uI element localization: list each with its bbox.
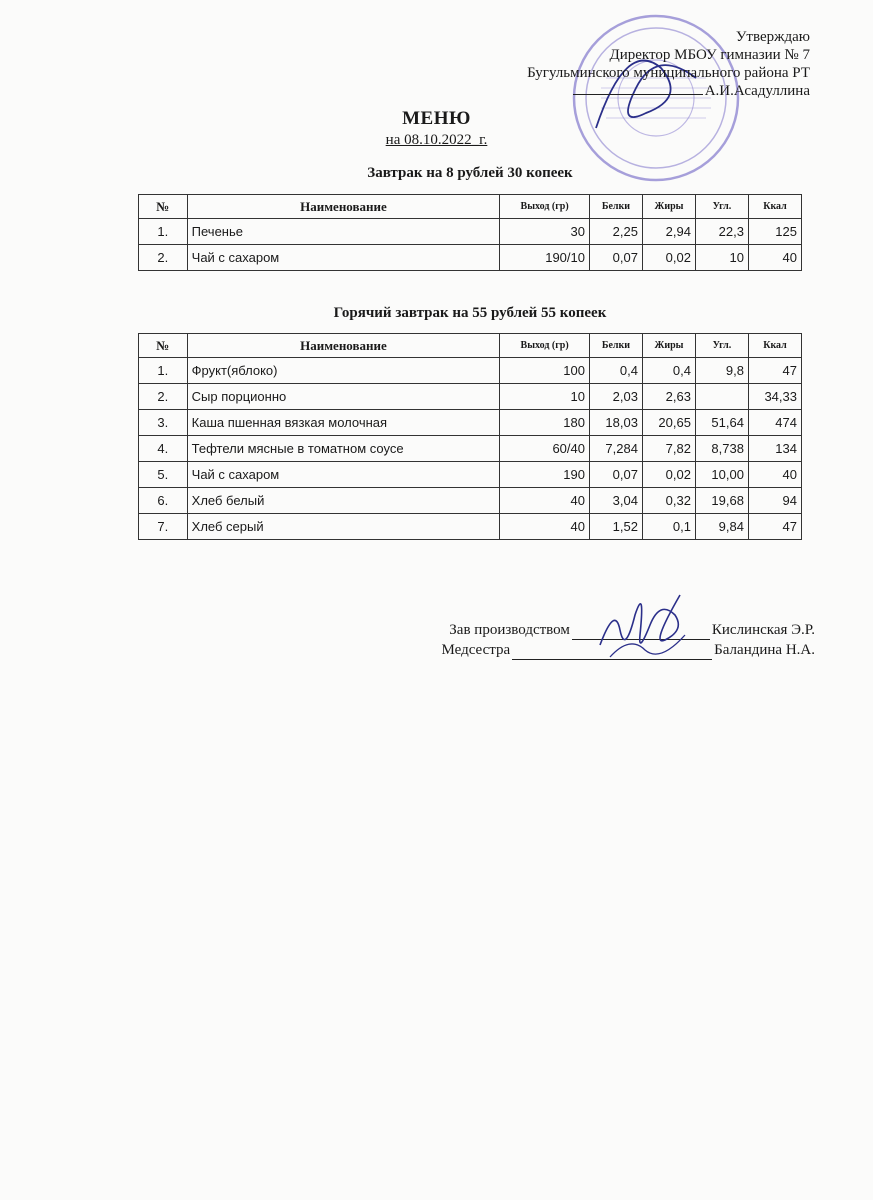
row-kcal: 40 <box>748 462 801 488</box>
approval-heading: Утверждаю <box>735 29 810 45</box>
row-name: Фрукт(яблоко) <box>187 358 500 384</box>
row-output: 180 <box>500 410 590 436</box>
row-fats: 0,02 <box>642 462 695 488</box>
row-carbs: 19,68 <box>695 488 748 514</box>
row-proteins: 0,4 <box>589 358 642 384</box>
col-kcal-header: Ккал <box>748 195 801 219</box>
row-num: 4. <box>139 436 188 462</box>
row-name: Чай с сахаром <box>187 462 500 488</box>
table-row <box>139 436 802 462</box>
row-name: Чай с сахаром <box>187 245 500 271</box>
row-carbs: 9,8 <box>695 358 748 384</box>
row-name: Хлеб серый <box>187 514 500 540</box>
row-output: 60/40 <box>500 436 590 462</box>
row-num: 7. <box>139 514 188 540</box>
row-kcal: 134 <box>748 436 801 462</box>
row-output: 190 <box>500 462 590 488</box>
col-proteins-header: Белки <box>589 195 642 219</box>
col-num-header: № <box>139 334 188 358</box>
col-name-header: Наименование <box>187 195 500 219</box>
breakfast-table <box>138 194 802 271</box>
row-kcal: 125 <box>748 219 801 245</box>
col-fats-header: Жиры <box>642 334 695 358</box>
signatures-block <box>441 620 815 660</box>
row-fats: 20,65 <box>642 410 695 436</box>
col-carbs-header: Угл. <box>695 195 748 219</box>
row-fats: 7,82 <box>642 436 695 462</box>
row-num: 3. <box>139 410 188 436</box>
row-num: 6. <box>139 488 188 514</box>
row-fats: 0,02 <box>642 245 695 271</box>
row-kcal: 94 <box>748 488 801 514</box>
row-kcal: 40 <box>748 245 801 271</box>
col-output-header: Выход (гр) <box>500 334 590 358</box>
row-carbs: 8,738 <box>695 436 748 462</box>
row-output: 190/10 <box>500 245 590 271</box>
hot-breakfast-table <box>138 333 802 540</box>
row-fats: 2,63 <box>642 384 695 410</box>
row-fats: 0,4 <box>642 358 695 384</box>
menu-date: на 08.10.2022_г. <box>385 132 488 148</box>
row-name: Хлеб белый <box>187 488 500 514</box>
row-output: 30 <box>500 219 590 245</box>
table-row <box>139 219 802 245</box>
nurse-label: Медсестра <box>441 642 511 658</box>
row-carbs: 10,00 <box>695 462 748 488</box>
table-header-row <box>139 334 802 358</box>
col-carbs-header: Угл. <box>695 334 748 358</box>
row-proteins: 2,03 <box>589 384 642 410</box>
col-output-header: Выход (гр) <box>500 195 590 219</box>
table-row <box>139 462 802 488</box>
row-num: 5. <box>139 462 188 488</box>
row-proteins: 7,284 <box>589 436 642 462</box>
table-row <box>139 358 802 384</box>
row-carbs: 9,84 <box>695 514 748 540</box>
production-signature-row <box>441 620 815 640</box>
row-kcal: 47 <box>748 358 801 384</box>
row-name: Сыр порционно <box>187 384 500 410</box>
row-fats: 0,32 <box>642 488 695 514</box>
hot-breakfast-title: Горячий завтрак на 55 рублей 55 копеек <box>333 305 607 321</box>
row-output: 40 <box>500 488 590 514</box>
page-title: МЕНЮ <box>402 108 471 129</box>
row-proteins: 0,07 <box>589 245 642 271</box>
row-carbs: 10 <box>695 245 748 271</box>
col-kcal-header: Ккал <box>748 334 801 358</box>
row-proteins: 18,03 <box>589 410 642 436</box>
approval-position: Директор МБОУ гимназии № 7 <box>609 47 810 63</box>
row-carbs: 51,64 <box>695 410 748 436</box>
table-row <box>139 514 802 540</box>
signature-line <box>573 94 703 95</box>
production-label: Зав производством <box>449 622 570 638</box>
row-num: 2. <box>139 384 188 410</box>
col-num-header: № <box>139 195 188 219</box>
nurse-signature-row <box>441 640 815 660</box>
row-output: 40 <box>500 514 590 540</box>
table-row <box>139 245 802 271</box>
row-proteins: 1,52 <box>589 514 642 540</box>
signature-line <box>512 659 712 660</box>
production-name: Кислинская Э.Р. <box>711 622 815 638</box>
breakfast-title: Завтрак на 8 рублей 30 копеек <box>367 165 573 181</box>
row-num: 2. <box>139 245 188 271</box>
col-fats-header: Жиры <box>642 195 695 219</box>
table-header-row <box>139 195 802 219</box>
nurse-name: Баландина Н.А. <box>714 642 815 658</box>
table-row <box>139 410 802 436</box>
row-num: 1. <box>139 219 188 245</box>
approval-signer-row <box>527 82 810 100</box>
row-proteins: 0,07 <box>589 462 642 488</box>
row-output: 10 <box>500 384 590 410</box>
row-kcal: 474 <box>748 410 801 436</box>
table-row <box>139 488 802 514</box>
row-proteins: 3,04 <box>589 488 642 514</box>
row-name: Каша пшенная вязкая молочная <box>187 410 500 436</box>
row-kcal: 47 <box>748 514 801 540</box>
row-name: Тефтели мясные в томатном соусе <box>187 436 500 462</box>
row-proteins: 2,25 <box>589 219 642 245</box>
row-num: 1. <box>139 358 188 384</box>
approval-block <box>527 28 810 100</box>
row-fats: 2,94 <box>642 219 695 245</box>
row-name: Печенье <box>187 219 500 245</box>
approval-district: Бугульминского муниципального района РТ <box>527 65 810 81</box>
table-row <box>139 384 802 410</box>
row-carbs <box>695 384 748 410</box>
col-proteins-header: Белки <box>589 334 642 358</box>
row-fats: 0,1 <box>642 514 695 540</box>
col-name-header: Наименование <box>187 334 500 358</box>
row-output: 100 <box>500 358 590 384</box>
row-carbs: 22,3 <box>695 219 748 245</box>
row-kcal: 34,33 <box>748 384 801 410</box>
approval-signer: А.И.Асадуллина <box>704 83 810 99</box>
